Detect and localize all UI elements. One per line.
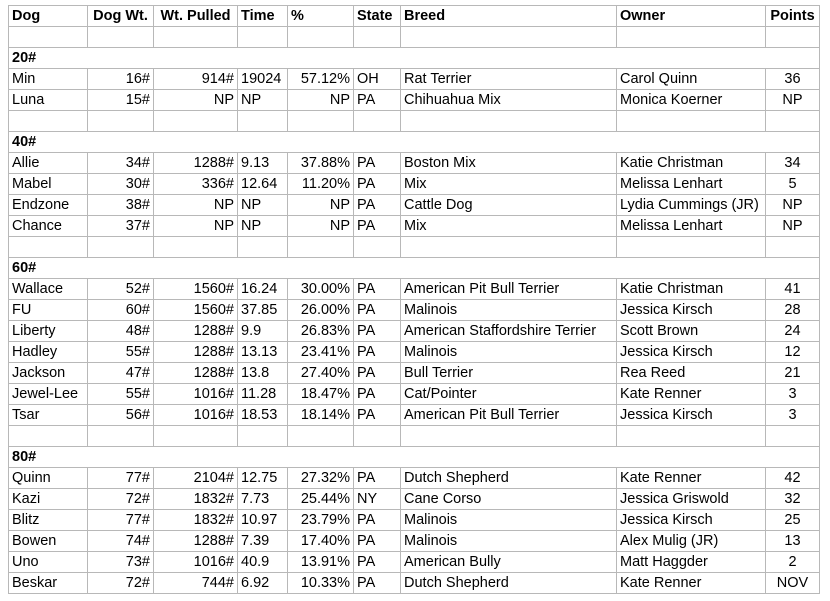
blank-cell xyxy=(354,27,401,48)
dog-cell: Tsar xyxy=(9,405,88,426)
header-dog: Dog xyxy=(9,6,88,27)
weight-class-label: 40# xyxy=(9,132,820,153)
state-cell: PA xyxy=(354,405,401,426)
table-row xyxy=(9,90,820,111)
dog-weight-cell: 77# xyxy=(88,468,154,489)
percent-cell: 25.44% xyxy=(288,489,354,510)
dog-weight-cell: 47# xyxy=(88,363,154,384)
weight-pulled-cell: NP xyxy=(154,90,238,111)
dog-cell: Endzone xyxy=(9,195,88,216)
owner-cell: Carol Quinn xyxy=(617,69,766,90)
blank-cell xyxy=(401,111,617,132)
percent-cell: 18.47% xyxy=(288,384,354,405)
owner-cell: Kate Renner xyxy=(617,468,766,489)
state-cell: PA xyxy=(354,384,401,405)
dog-weight-cell: 37# xyxy=(88,216,154,237)
dog-weight-cell: 60# xyxy=(88,300,154,321)
time-cell: 10.97 xyxy=(238,510,288,531)
percent-cell: 10.33% xyxy=(288,573,354,594)
dog-weight-cell: 16# xyxy=(88,69,154,90)
dog-cell: Uno xyxy=(9,552,88,573)
table-row xyxy=(9,216,820,237)
points-cell: 3 xyxy=(766,405,820,426)
percent-cell: NP xyxy=(288,216,354,237)
state-cell: PA xyxy=(354,510,401,531)
weight-pulled-cell: 1832# xyxy=(154,510,238,531)
breed-cell: Rat Terrier xyxy=(401,69,617,90)
breed-cell: Malinois xyxy=(401,342,617,363)
table-row xyxy=(9,489,820,510)
percent-cell: NP xyxy=(288,90,354,111)
breed-cell: American Pit Bull Terrier xyxy=(401,405,617,426)
owner-cell: Melissa Lenhart xyxy=(617,174,766,195)
blank-cell xyxy=(401,426,617,447)
state-cell: NY xyxy=(354,489,401,510)
dog-cell: Liberty xyxy=(9,321,88,342)
header-time: Time xyxy=(238,6,288,27)
breed-cell: Bull Terrier xyxy=(401,363,617,384)
dog-cell: Quinn xyxy=(9,468,88,489)
time-cell: 13.13 xyxy=(238,342,288,363)
owner-cell: Alex Mulig (JR) xyxy=(617,531,766,552)
dog-cell: Kazi xyxy=(9,489,88,510)
weight-pulled-cell: NP xyxy=(154,216,238,237)
owner-cell: Scott Brown xyxy=(617,321,766,342)
weight-pulled-cell: 1288# xyxy=(154,531,238,552)
blank-cell xyxy=(401,27,617,48)
owner-cell: Katie Christman xyxy=(617,279,766,300)
points-cell: NOV xyxy=(766,573,820,594)
points-cell: 34 xyxy=(766,153,820,174)
weight-pulled-cell: 1016# xyxy=(154,405,238,426)
dog-cell: Min xyxy=(9,69,88,90)
blank-row xyxy=(9,426,820,447)
blank-cell xyxy=(617,27,766,48)
weight-class-label: 80# xyxy=(9,447,820,468)
percent-cell: 30.00% xyxy=(288,279,354,300)
time-cell: 12.75 xyxy=(238,468,288,489)
time-cell: NP xyxy=(238,216,288,237)
blank-cell xyxy=(238,27,288,48)
blank-cell xyxy=(766,237,820,258)
weight-pulled-cell: 1288# xyxy=(154,321,238,342)
table-row xyxy=(9,510,820,531)
state-cell: PA xyxy=(354,174,401,195)
points-cell: 41 xyxy=(766,279,820,300)
table-row xyxy=(9,195,820,216)
table-body xyxy=(9,6,820,594)
blank-row xyxy=(9,27,820,48)
blank-cell xyxy=(9,111,88,132)
time-cell: 37.85 xyxy=(238,300,288,321)
group-header-row xyxy=(9,447,820,468)
group-header-row xyxy=(9,258,820,279)
owner-cell: Matt Haggder xyxy=(617,552,766,573)
time-cell: 13.8 xyxy=(238,363,288,384)
dog-cell: Beskar xyxy=(9,573,88,594)
header-percent: % xyxy=(288,6,354,27)
owner-cell: Jessica Kirsch xyxy=(617,300,766,321)
dog-weight-cell: 77# xyxy=(88,510,154,531)
breed-cell: American Staffordshire Terrier xyxy=(401,321,617,342)
time-cell: 40.9 xyxy=(238,552,288,573)
time-cell: NP xyxy=(238,195,288,216)
table-row xyxy=(9,363,820,384)
blank-cell xyxy=(617,426,766,447)
header-state: State xyxy=(354,6,401,27)
blank-cell xyxy=(9,27,88,48)
blank-cell xyxy=(617,237,766,258)
table-row xyxy=(9,279,820,300)
percent-cell: 27.32% xyxy=(288,468,354,489)
dog-weight-cell: 34# xyxy=(88,153,154,174)
state-cell: PA xyxy=(354,321,401,342)
points-cell: 36 xyxy=(766,69,820,90)
percent-cell: 26.83% xyxy=(288,321,354,342)
blank-cell xyxy=(88,237,154,258)
breed-cell: Malinois xyxy=(401,510,617,531)
blank-cell xyxy=(154,237,238,258)
blank-cell xyxy=(9,426,88,447)
weight-pulled-cell: 1016# xyxy=(154,384,238,405)
blank-cell xyxy=(288,27,354,48)
state-cell: OH xyxy=(354,69,401,90)
weight-pulled-cell: 1016# xyxy=(154,552,238,573)
breed-cell: Boston Mix xyxy=(401,153,617,174)
points-cell: NP xyxy=(766,90,820,111)
results-table xyxy=(8,5,820,594)
time-cell: 9.13 xyxy=(238,153,288,174)
state-cell: PA xyxy=(354,468,401,489)
time-cell: 6.92 xyxy=(238,573,288,594)
blank-cell xyxy=(354,426,401,447)
time-cell: 11.28 xyxy=(238,384,288,405)
table-row xyxy=(9,69,820,90)
blank-row xyxy=(9,237,820,258)
breed-cell: Malinois xyxy=(401,300,617,321)
percent-cell: 57.12% xyxy=(288,69,354,90)
points-cell: 25 xyxy=(766,510,820,531)
blank-cell xyxy=(238,111,288,132)
weight-pulled-cell: 2104# xyxy=(154,468,238,489)
points-cell: NP xyxy=(766,216,820,237)
blank-cell xyxy=(617,111,766,132)
dog-cell: Blitz xyxy=(9,510,88,531)
table-row xyxy=(9,468,820,489)
percent-cell: 18.14% xyxy=(288,405,354,426)
percent-cell: 23.41% xyxy=(288,342,354,363)
owner-cell: Katie Christman xyxy=(617,153,766,174)
dog-cell: Chance xyxy=(9,216,88,237)
blank-cell xyxy=(354,111,401,132)
state-cell: PA xyxy=(354,342,401,363)
time-cell: NP xyxy=(238,90,288,111)
owner-cell: Melissa Lenhart xyxy=(617,216,766,237)
points-cell: 21 xyxy=(766,363,820,384)
dog-cell: Allie xyxy=(9,153,88,174)
weight-pulled-cell: 744# xyxy=(154,573,238,594)
dog-weight-cell: 52# xyxy=(88,279,154,300)
weight-pulled-cell: 336# xyxy=(154,174,238,195)
blank-cell xyxy=(88,111,154,132)
table-row xyxy=(9,384,820,405)
state-cell: PA xyxy=(354,153,401,174)
breed-cell: Malinois xyxy=(401,531,617,552)
percent-cell: 26.00% xyxy=(288,300,354,321)
table-row xyxy=(9,321,820,342)
owner-cell: Monica Koerner xyxy=(617,90,766,111)
time-cell: 9.9 xyxy=(238,321,288,342)
breed-cell: Cane Corso xyxy=(401,489,617,510)
owner-cell: Jessica Griswold xyxy=(617,489,766,510)
dog-cell: Mabel xyxy=(9,174,88,195)
state-cell: PA xyxy=(354,531,401,552)
breed-cell: Dutch Shepherd xyxy=(401,573,617,594)
time-cell: 7.39 xyxy=(238,531,288,552)
blank-cell xyxy=(9,237,88,258)
breed-cell: American Pit Bull Terrier xyxy=(401,279,617,300)
blank-cell xyxy=(288,111,354,132)
blank-cell xyxy=(288,237,354,258)
state-cell: PA xyxy=(354,300,401,321)
header-points: Points xyxy=(766,6,820,27)
points-cell: 2 xyxy=(766,552,820,573)
table-row xyxy=(9,300,820,321)
owner-cell: Kate Renner xyxy=(617,384,766,405)
dog-cell: Wallace xyxy=(9,279,88,300)
points-cell: 12 xyxy=(766,342,820,363)
weight-class-label: 20# xyxy=(9,48,820,69)
weight-pulled-cell: 1560# xyxy=(154,279,238,300)
state-cell: PA xyxy=(354,279,401,300)
percent-cell: 13.91% xyxy=(288,552,354,573)
blank-cell xyxy=(154,426,238,447)
breed-cell: Mix xyxy=(401,216,617,237)
weight-pulled-cell: 1560# xyxy=(154,300,238,321)
weight-pulled-cell: 1288# xyxy=(154,342,238,363)
table-row xyxy=(9,573,820,594)
weight-pulled-cell: 1288# xyxy=(154,363,238,384)
owner-cell: Kate Renner xyxy=(617,573,766,594)
time-cell: 19024 xyxy=(238,69,288,90)
state-cell: PA xyxy=(354,552,401,573)
breed-cell: Chihuahua Mix xyxy=(401,90,617,111)
blank-cell xyxy=(401,237,617,258)
breed-cell: Mix xyxy=(401,174,617,195)
time-cell: 16.24 xyxy=(238,279,288,300)
weight-pulled-cell: 1288# xyxy=(154,153,238,174)
blank-cell xyxy=(288,426,354,447)
percent-cell: 23.79% xyxy=(288,510,354,531)
breed-cell: American Bully xyxy=(401,552,617,573)
time-cell: 7.73 xyxy=(238,489,288,510)
group-header-row xyxy=(9,132,820,153)
points-cell: 42 xyxy=(766,468,820,489)
dog-cell: Luna xyxy=(9,90,88,111)
table-row xyxy=(9,405,820,426)
owner-cell: Jessica Kirsch xyxy=(617,405,766,426)
dog-cell: FU xyxy=(9,300,88,321)
table-row xyxy=(9,531,820,552)
dog-weight-cell: 15# xyxy=(88,90,154,111)
table-row xyxy=(9,174,820,195)
header-weight-pulled: Wt. Pulled xyxy=(154,6,238,27)
dog-weight-cell: 74# xyxy=(88,531,154,552)
points-cell: 32 xyxy=(766,489,820,510)
dog-weight-cell: 48# xyxy=(88,321,154,342)
dog-weight-cell: 55# xyxy=(88,384,154,405)
points-cell: 3 xyxy=(766,384,820,405)
percent-cell: 11.20% xyxy=(288,174,354,195)
state-cell: PA xyxy=(354,216,401,237)
points-cell: NP xyxy=(766,195,820,216)
weight-pulled-cell: NP xyxy=(154,195,238,216)
table-row xyxy=(9,552,820,573)
state-cell: PA xyxy=(354,363,401,384)
owner-cell: Jessica Kirsch xyxy=(617,510,766,531)
breed-cell: Cattle Dog xyxy=(401,195,617,216)
points-cell: 24 xyxy=(766,321,820,342)
dog-cell: Hadley xyxy=(9,342,88,363)
blank-cell xyxy=(354,237,401,258)
blank-cell xyxy=(238,237,288,258)
dog-weight-cell: 73# xyxy=(88,552,154,573)
time-cell: 18.53 xyxy=(238,405,288,426)
weight-pulled-cell: 1832# xyxy=(154,489,238,510)
percent-cell: 37.88% xyxy=(288,153,354,174)
breed-cell: Dutch Shepherd xyxy=(401,468,617,489)
points-cell: 28 xyxy=(766,300,820,321)
time-cell: 12.64 xyxy=(238,174,288,195)
weight-pulled-cell: 914# xyxy=(154,69,238,90)
owner-cell: Jessica Kirsch xyxy=(617,342,766,363)
table-row xyxy=(9,153,820,174)
blank-cell xyxy=(766,426,820,447)
state-cell: PA xyxy=(354,195,401,216)
dog-weight-cell: 56# xyxy=(88,405,154,426)
points-cell: 13 xyxy=(766,531,820,552)
dog-cell: Jackson xyxy=(9,363,88,384)
points-cell: 5 xyxy=(766,174,820,195)
blank-cell xyxy=(88,27,154,48)
dog-weight-cell: 30# xyxy=(88,174,154,195)
dog-weight-cell: 72# xyxy=(88,489,154,510)
weight-class-label: 60# xyxy=(9,258,820,279)
dog-cell: Bowen xyxy=(9,531,88,552)
percent-cell: 27.40% xyxy=(288,363,354,384)
header-breed: Breed xyxy=(401,6,617,27)
state-cell: PA xyxy=(354,573,401,594)
blank-cell xyxy=(766,111,820,132)
blank-cell xyxy=(154,27,238,48)
header-owner: Owner xyxy=(617,6,766,27)
blank-cell xyxy=(88,426,154,447)
header-dog-weight: Dog Wt. xyxy=(88,6,154,27)
dog-weight-cell: 38# xyxy=(88,195,154,216)
group-header-row xyxy=(9,48,820,69)
blank-cell xyxy=(766,27,820,48)
table-row xyxy=(9,342,820,363)
owner-cell: Rea Reed xyxy=(617,363,766,384)
dog-weight-cell: 72# xyxy=(88,573,154,594)
blank-row xyxy=(9,111,820,132)
percent-cell: NP xyxy=(288,195,354,216)
dog-cell: Jewel-Lee xyxy=(9,384,88,405)
percent-cell: 17.40% xyxy=(288,531,354,552)
header-row xyxy=(9,6,820,27)
state-cell: PA xyxy=(354,90,401,111)
owner-cell: Lydia Cummings (JR) xyxy=(617,195,766,216)
blank-cell xyxy=(238,426,288,447)
dog-weight-cell: 55# xyxy=(88,342,154,363)
blank-cell xyxy=(154,111,238,132)
breed-cell: Cat/Pointer xyxy=(401,384,617,405)
